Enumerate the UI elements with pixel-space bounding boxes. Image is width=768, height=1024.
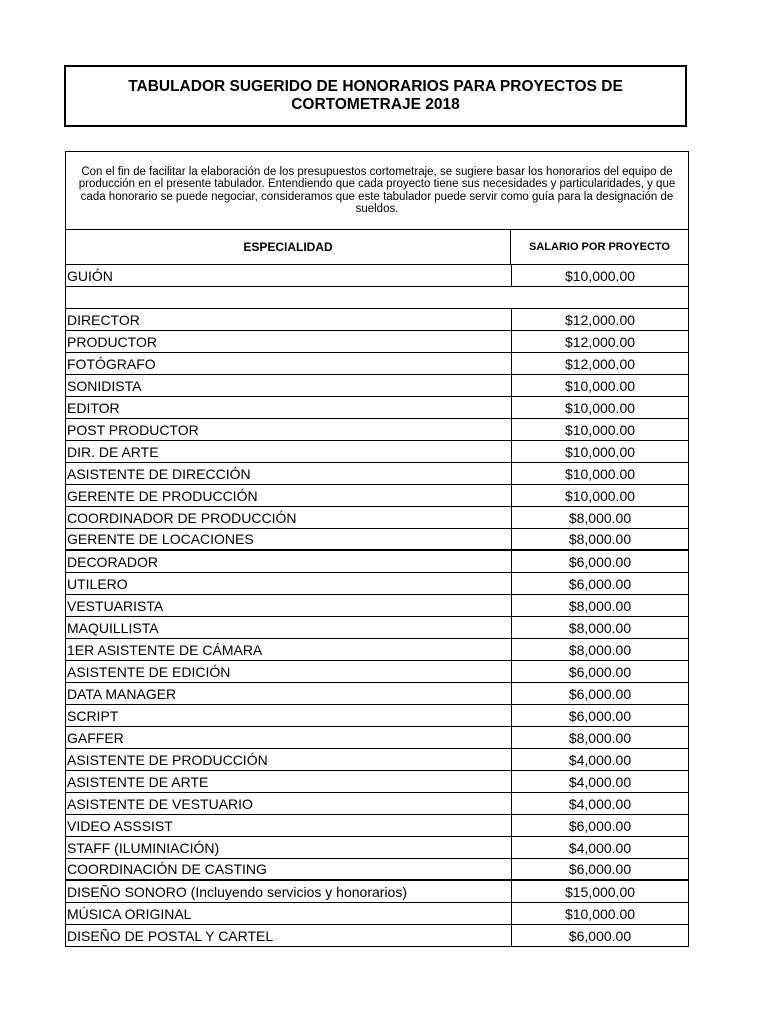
table-row [65, 815, 689, 837]
table-row [65, 353, 689, 375]
role-cell: DISEÑO DE POSTAL Y CARTEL [66, 925, 512, 946]
table-row [65, 881, 689, 903]
salary-cell: $10,000.00 [564, 377, 636, 394]
salary-cell: $6,000.00 [568, 663, 632, 680]
role-cell: SCRIPT [66, 705, 512, 726]
table-row [65, 463, 689, 485]
role-cell: VIDEO ASSSIST [66, 815, 512, 836]
role-cell: VESTUARISTA [66, 595, 512, 616]
blank-row [65, 287, 689, 309]
table-row [65, 419, 689, 441]
table-row [65, 529, 689, 551]
role-cell: DIR. DE ARTE [66, 441, 512, 462]
salary-cell: $15,000.00 [564, 883, 636, 900]
role-cell: SONIDISTA [66, 375, 512, 396]
table-row [65, 749, 689, 771]
header-especialidad: ESPECIALIDAD [66, 230, 511, 264]
salary-cell: $8,000.00 [568, 729, 632, 746]
table-row [65, 331, 689, 353]
role-cell: COORDINADOR DE PRODUCCIÓN [66, 507, 512, 528]
table-row [65, 617, 689, 639]
salary-cell: $6,000.00 [568, 817, 632, 834]
salary-cell: $10,000.00 [564, 487, 636, 504]
salary-cell: $8,000.00 [568, 619, 632, 636]
table-row [65, 573, 689, 595]
role-cell: ASISTENTE DE ARTE [66, 771, 512, 792]
role-cell: ASISTENTE DE VESTUARIO [66, 793, 512, 814]
salary-cell: $10,000.00 [564, 465, 636, 482]
table-row [65, 485, 689, 507]
table-row [65, 903, 689, 925]
role-cell: EDITOR [66, 397, 512, 418]
salary-cell: $4,000.00 [568, 795, 632, 812]
salary-cell: $8,000.00 [568, 641, 632, 658]
table-row [65, 551, 689, 573]
role-cell: MÚSICA ORIGINAL [66, 903, 512, 924]
table-header [65, 230, 689, 265]
role-cell: GERENTE DE PRODUCCIÓN [66, 485, 512, 506]
salary-cell: $10,000.00 [564, 443, 636, 460]
salary-cell: $6,000.00 [568, 927, 632, 944]
table-row [65, 375, 689, 397]
role-cell: DATA MANAGER [66, 683, 512, 704]
intro-paragraph: Con el fin de facilitar la elaboración de los presupuestos cortometraje, se sugiere basar los honorarios del equipo de producción en el presente tabulador. Entendiendo que cada proyecto tiene sus necesidades y particularidades, y que cada honorario se puede negociar, consideramos que este tabulador puede servir como guía para la designación de sueldos. [65, 151, 689, 230]
role-cell: MAQUILLISTA [66, 617, 512, 638]
table-row [65, 859, 689, 881]
table-row [65, 595, 689, 617]
table-row [65, 793, 689, 815]
role-cell: ASISTENTE DE PRODUCCIÓN [66, 749, 512, 770]
role-cell: GUIÓN [66, 265, 512, 286]
table-row [65, 683, 689, 705]
salary-cell: $6,000.00 [568, 575, 632, 592]
table-row [65, 705, 689, 727]
role-cell: DIRECTOR [66, 309, 512, 330]
salary-cell: $6,000.00 [568, 685, 632, 702]
table-row [65, 507, 689, 529]
salary-cell: $8,000.00 [568, 597, 632, 614]
salary-cell: $6,000.00 [568, 707, 632, 724]
role-cell: STAFF (ILUMINIACIÓN) [66, 837, 512, 858]
role-cell: PRODUCTOR [66, 331, 512, 352]
table-body [65, 309, 689, 947]
table-row [65, 727, 689, 749]
role-cell: COORDINACIÓN DE CASTING [66, 859, 512, 879]
page-title: TABULADOR SUGERIDO DE HONORARIOS PARA PROYECTOS DE CORTOMETRAJE 2018 [128, 78, 623, 113]
salary-cell: $8,000.00 [568, 509, 632, 526]
role-cell: UTILERO [66, 573, 512, 594]
salary-cell: $12,000.00 [564, 311, 636, 328]
table-row [65, 837, 689, 859]
header-salario: SALARIO POR PROYECTO [529, 241, 670, 253]
salary-cell: $10,000.00 [564, 399, 636, 416]
role-cell: ASISTENTE DE DIRECCIÓN [66, 463, 512, 484]
salary-cell: $4,000.00 [568, 839, 632, 856]
table-row [65, 441, 689, 463]
salary-cell: $12,000.00 [564, 333, 636, 350]
table-row [65, 925, 689, 947]
table-row [65, 771, 689, 793]
role-cell: GAFFER [66, 727, 512, 748]
table-row [65, 309, 689, 331]
salary-cell: $10,000.00 [564, 905, 636, 922]
salary-cell: $10,000.00 [564, 421, 636, 438]
salary-cell: $4,000.00 [568, 751, 632, 768]
role-cell: FOTÓGRAFO [66, 353, 512, 374]
table-row [65, 397, 689, 419]
table-row [65, 639, 689, 661]
salary-cell: $6,000.00 [568, 553, 632, 570]
title-box [64, 65, 687, 127]
role-cell: ASISTENTE DE EDICIÓN [66, 661, 512, 682]
role-cell: DECORADOR [66, 551, 512, 572]
role-cell: POST PRODUCTOR [66, 419, 512, 440]
role-cell: GERENTE DE LOCACIONES [66, 529, 512, 549]
role-cell: DISEÑO SONORO (Incluyendo servicios y honorarios) [66, 881, 512, 902]
salary-cell: $8,000.00 [568, 531, 632, 547]
table-row [65, 661, 689, 683]
table-row [65, 265, 689, 287]
salary-cell: $10,000.00 [564, 267, 636, 284]
role-cell: 1ER ASISTENTE DE CÁMARA [66, 639, 512, 660]
fee-table [65, 151, 689, 947]
salary-cell: $12,000.00 [564, 355, 636, 372]
salary-cell: $6,000.00 [568, 861, 632, 877]
salary-cell: $4,000.00 [568, 773, 632, 790]
